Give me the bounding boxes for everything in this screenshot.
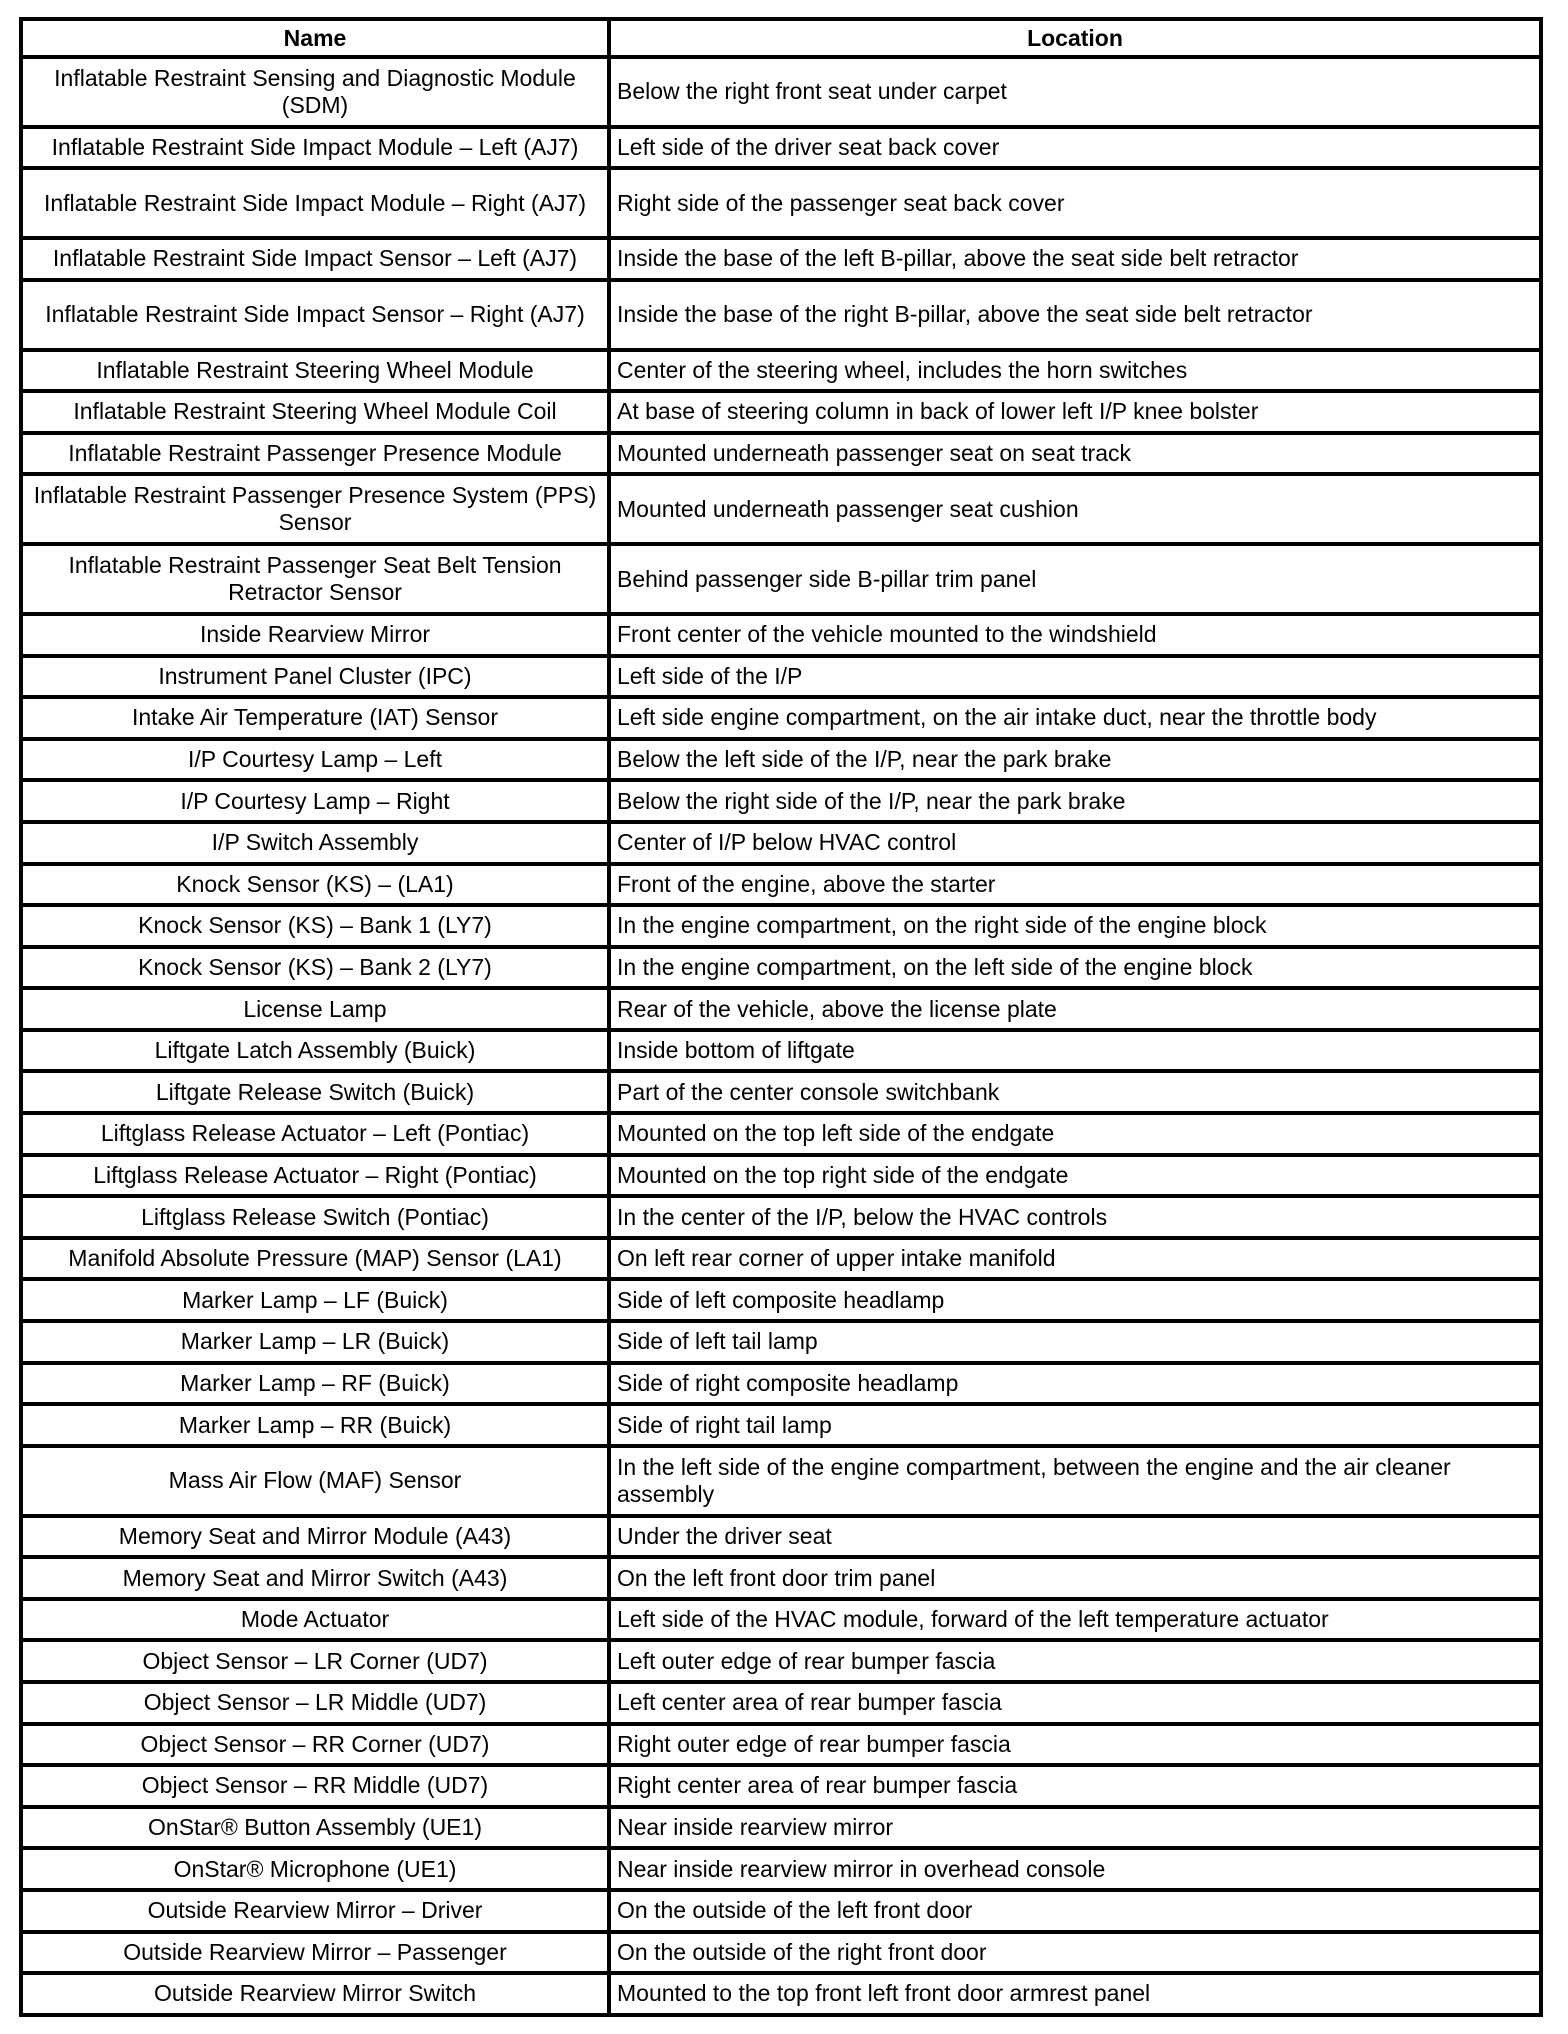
component-name-cell: Inflatable Restraint Side Impact Module – Right (AJ7) xyxy=(21,168,609,238)
component-location-cell: Side of right composite headlamp xyxy=(609,1363,1541,1405)
component-location-cell: Near inside rearview mirror in overhead console xyxy=(609,1848,1541,1890)
component-name-cell: Object Sensor – LR Middle (UD7) xyxy=(21,1682,609,1724)
component-name-cell: Liftglass Release Actuator – Left (Pontiac) xyxy=(21,1113,609,1155)
table-row xyxy=(21,822,1541,864)
component-name-cell: OnStar® Microphone (UE1) xyxy=(21,1848,609,1890)
table-row xyxy=(21,1321,1541,1363)
component-location-cell: Center of the steering wheel, includes the horn switches xyxy=(609,350,1541,392)
component-name-cell: Outside Rearview Mirror – Driver xyxy=(21,1890,609,1932)
table-row xyxy=(21,544,1541,614)
table-row xyxy=(21,1363,1541,1405)
table-row xyxy=(21,127,1541,169)
table-row xyxy=(21,947,1541,989)
component-name-cell: Inflatable Restraint Side Impact Sensor – Left (AJ7) xyxy=(21,238,609,280)
table-row xyxy=(21,168,1541,238)
header-row xyxy=(21,19,1541,57)
component-name-cell: OnStar® Button Assembly (UE1) xyxy=(21,1807,609,1849)
table-row xyxy=(21,864,1541,906)
component-name-cell: Marker Lamp – LR (Buick) xyxy=(21,1321,609,1363)
table-row xyxy=(21,57,1541,127)
component-name-cell: Inflatable Restraint Passenger Presence Module xyxy=(21,433,609,475)
component-location-cell: Side of left composite headlamp xyxy=(609,1279,1541,1321)
component-name-cell: Instrument Panel Cluster (IPC) xyxy=(21,656,609,698)
component-name-cell: Memory Seat and Mirror Switch (A43) xyxy=(21,1557,609,1599)
table-row xyxy=(21,1557,1541,1599)
component-location-cell: Below the left side of the I/P, near the park brake xyxy=(609,739,1541,781)
component-location-cell: On the outside of the left front door xyxy=(609,1890,1541,1932)
table-row xyxy=(21,1446,1541,1516)
table-row xyxy=(21,905,1541,947)
component-name-cell: I/P Switch Assembly xyxy=(21,822,609,864)
component-location-cell: Mounted to the top front left front door armrest panel xyxy=(609,1973,1541,2015)
table-row xyxy=(21,1765,1541,1807)
component-location-cell: On the outside of the right front door xyxy=(609,1932,1541,1974)
component-name-cell: Object Sensor – RR Corner (UD7) xyxy=(21,1724,609,1766)
table-row xyxy=(21,656,1541,698)
table-row xyxy=(21,697,1541,739)
component-location-cell: In the engine compartment, on the left side of the engine block xyxy=(609,947,1541,989)
component-name-cell: Inside Rearview Mirror xyxy=(21,614,609,656)
component-name-cell: Liftglass Release Switch (Pontiac) xyxy=(21,1196,609,1238)
column-header-name: Name xyxy=(21,19,609,57)
table-row xyxy=(21,391,1541,433)
table-row xyxy=(21,1724,1541,1766)
component-name-cell: Inflatable Restraint Steering Wheel Module xyxy=(21,350,609,392)
table-row xyxy=(21,1807,1541,1849)
component-name-cell: Knock Sensor (KS) – Bank 1 (LY7) xyxy=(21,905,609,947)
component-location-cell: Inside the base of the left B-pillar, above the seat side belt retractor xyxy=(609,238,1541,280)
component-location-cell: Front of the engine, above the starter xyxy=(609,864,1541,906)
table-row xyxy=(21,739,1541,781)
component-location-cell: In the center of the I/P, below the HVAC controls xyxy=(609,1196,1541,1238)
component-name-cell: Marker Lamp – LF (Buick) xyxy=(21,1279,609,1321)
table-row xyxy=(21,1682,1541,1724)
table-row xyxy=(21,280,1541,350)
component-location-cell: Right side of the passenger seat back cover xyxy=(609,168,1541,238)
component-location-cell: Center of I/P below HVAC control xyxy=(609,822,1541,864)
table-row xyxy=(21,433,1541,475)
component-location-cell: Right outer edge of rear bumper fascia xyxy=(609,1724,1541,1766)
component-location-cell: Left side of the driver seat back cover xyxy=(609,127,1541,169)
table-row xyxy=(21,1196,1541,1238)
component-name-cell: Inflatable Restraint Side Impact Sensor – Right (AJ7) xyxy=(21,280,609,350)
component-location-cell: Front center of the vehicle mounted to the windshield xyxy=(609,614,1541,656)
component-name-cell: License Lamp xyxy=(21,988,609,1030)
component-location-cell: Inside bottom of liftgate xyxy=(609,1030,1541,1072)
component-name-cell: Mass Air Flow (MAF) Sensor xyxy=(21,1446,609,1516)
component-name-cell: Inflatable Restraint Sensing and Diagnostic Module (SDM) xyxy=(21,57,609,127)
component-name-cell: Outside Rearview Mirror Switch xyxy=(21,1973,609,2015)
table-row xyxy=(21,1848,1541,1890)
component-location-cell: Below the right front seat under carpet xyxy=(609,57,1541,127)
component-name-cell: Intake Air Temperature (IAT) Sensor xyxy=(21,697,609,739)
component-location-cell: Left side engine compartment, on the air intake duct, near the throttle body xyxy=(609,697,1541,739)
table-row xyxy=(21,1238,1541,1280)
table-row xyxy=(21,474,1541,544)
component-name-cell: Liftgate Latch Assembly (Buick) xyxy=(21,1030,609,1072)
table-row xyxy=(21,1932,1541,1974)
component-name-cell: Object Sensor – RR Middle (UD7) xyxy=(21,1765,609,1807)
component-location-cell: Side of right tail lamp xyxy=(609,1404,1541,1446)
component-location-cell: Near inside rearview mirror xyxy=(609,1807,1541,1849)
component-name-cell: Knock Sensor (KS) – (LA1) xyxy=(21,864,609,906)
component-name-cell: I/P Courtesy Lamp – Right xyxy=(21,780,609,822)
component-name-cell: Liftglass Release Actuator – Right (Pontiac) xyxy=(21,1155,609,1197)
table-row xyxy=(21,1973,1541,2015)
table-header xyxy=(21,19,1541,57)
table-row xyxy=(21,1516,1541,1558)
component-location-cell: Part of the center console switchbank xyxy=(609,1071,1541,1113)
component-location-cell: In the left side of the engine compartment, between the engine and the air cleaner assembly xyxy=(609,1446,1541,1516)
component-location-cell: Rear of the vehicle, above the license plate xyxy=(609,988,1541,1030)
component-location-cell: Left side of the HVAC module, forward of the left temperature actuator xyxy=(609,1599,1541,1641)
table-row xyxy=(21,1890,1541,1932)
table-row xyxy=(21,1030,1541,1072)
component-name-cell: Mode Actuator xyxy=(21,1599,609,1641)
component-location-cell: Under the driver seat xyxy=(609,1516,1541,1558)
table-row xyxy=(21,1599,1541,1641)
component-name-cell: Inflatable Restraint Passenger Seat Belt Tension Retractor Sensor xyxy=(21,544,609,614)
component-name-cell: Manifold Absolute Pressure (MAP) Sensor (LA1) xyxy=(21,1238,609,1280)
table-row xyxy=(21,1155,1541,1197)
table-row xyxy=(21,1071,1541,1113)
component-location-cell: Behind passenger side B-pillar trim panel xyxy=(609,544,1541,614)
component-location-cell: Mounted underneath passenger seat cushion xyxy=(609,474,1541,544)
table-row xyxy=(21,614,1541,656)
component-location-cell: On left rear corner of upper intake manifold xyxy=(609,1238,1541,1280)
table-row xyxy=(21,350,1541,392)
component-location-cell: Side of left tail lamp xyxy=(609,1321,1541,1363)
component-name-cell: Knock Sensor (KS) – Bank 2 (LY7) xyxy=(21,947,609,989)
component-location-cell: Below the right side of the I/P, near the park brake xyxy=(609,780,1541,822)
table-row xyxy=(21,988,1541,1030)
component-name-cell: Marker Lamp – RR (Buick) xyxy=(21,1404,609,1446)
component-location-cell: On the left front door trim panel xyxy=(609,1557,1541,1599)
component-name-cell: Inflatable Restraint Passenger Presence System (PPS) Sensor xyxy=(21,474,609,544)
component-name-cell: Inflatable Restraint Steering Wheel Module Coil xyxy=(21,391,609,433)
table-row xyxy=(21,1640,1541,1682)
component-name-cell: I/P Courtesy Lamp – Left xyxy=(21,739,609,781)
component-name-cell: Memory Seat and Mirror Module (A43) xyxy=(21,1516,609,1558)
component-location-cell: In the engine compartment, on the right side of the engine block xyxy=(609,905,1541,947)
component-location-cell: Mounted on the top left side of the endgate xyxy=(609,1113,1541,1155)
component-name-cell: Liftgate Release Switch (Buick) xyxy=(21,1071,609,1113)
component-location-cell: Mounted on the top right side of the endgate xyxy=(609,1155,1541,1197)
table-row xyxy=(21,1404,1541,1446)
component-location-table xyxy=(19,17,1543,2017)
table-body xyxy=(21,57,1541,2015)
component-name-cell: Marker Lamp – RF (Buick) xyxy=(21,1363,609,1405)
table-row xyxy=(21,1113,1541,1155)
table-row xyxy=(21,780,1541,822)
component-name-cell: Outside Rearview Mirror – Passenger xyxy=(21,1932,609,1974)
table-row xyxy=(21,238,1541,280)
component-location-cell: Mounted underneath passenger seat on seat track xyxy=(609,433,1541,475)
component-location-cell: At base of steering column in back of lower left I/P knee bolster xyxy=(609,391,1541,433)
component-location-cell: Left outer edge of rear bumper fascia xyxy=(609,1640,1541,1682)
column-header-location: Location xyxy=(609,19,1541,57)
component-location-cell: Left side of the I/P xyxy=(609,656,1541,698)
component-location-cell: Inside the base of the right B-pillar, above the seat side belt retractor xyxy=(609,280,1541,350)
component-location-cell: Right center area of rear bumper fascia xyxy=(609,1765,1541,1807)
component-name-cell: Inflatable Restraint Side Impact Module – Left (AJ7) xyxy=(21,127,609,169)
component-location-cell: Left center area of rear bumper fascia xyxy=(609,1682,1541,1724)
table-row xyxy=(21,1279,1541,1321)
component-name-cell: Object Sensor – LR Corner (UD7) xyxy=(21,1640,609,1682)
